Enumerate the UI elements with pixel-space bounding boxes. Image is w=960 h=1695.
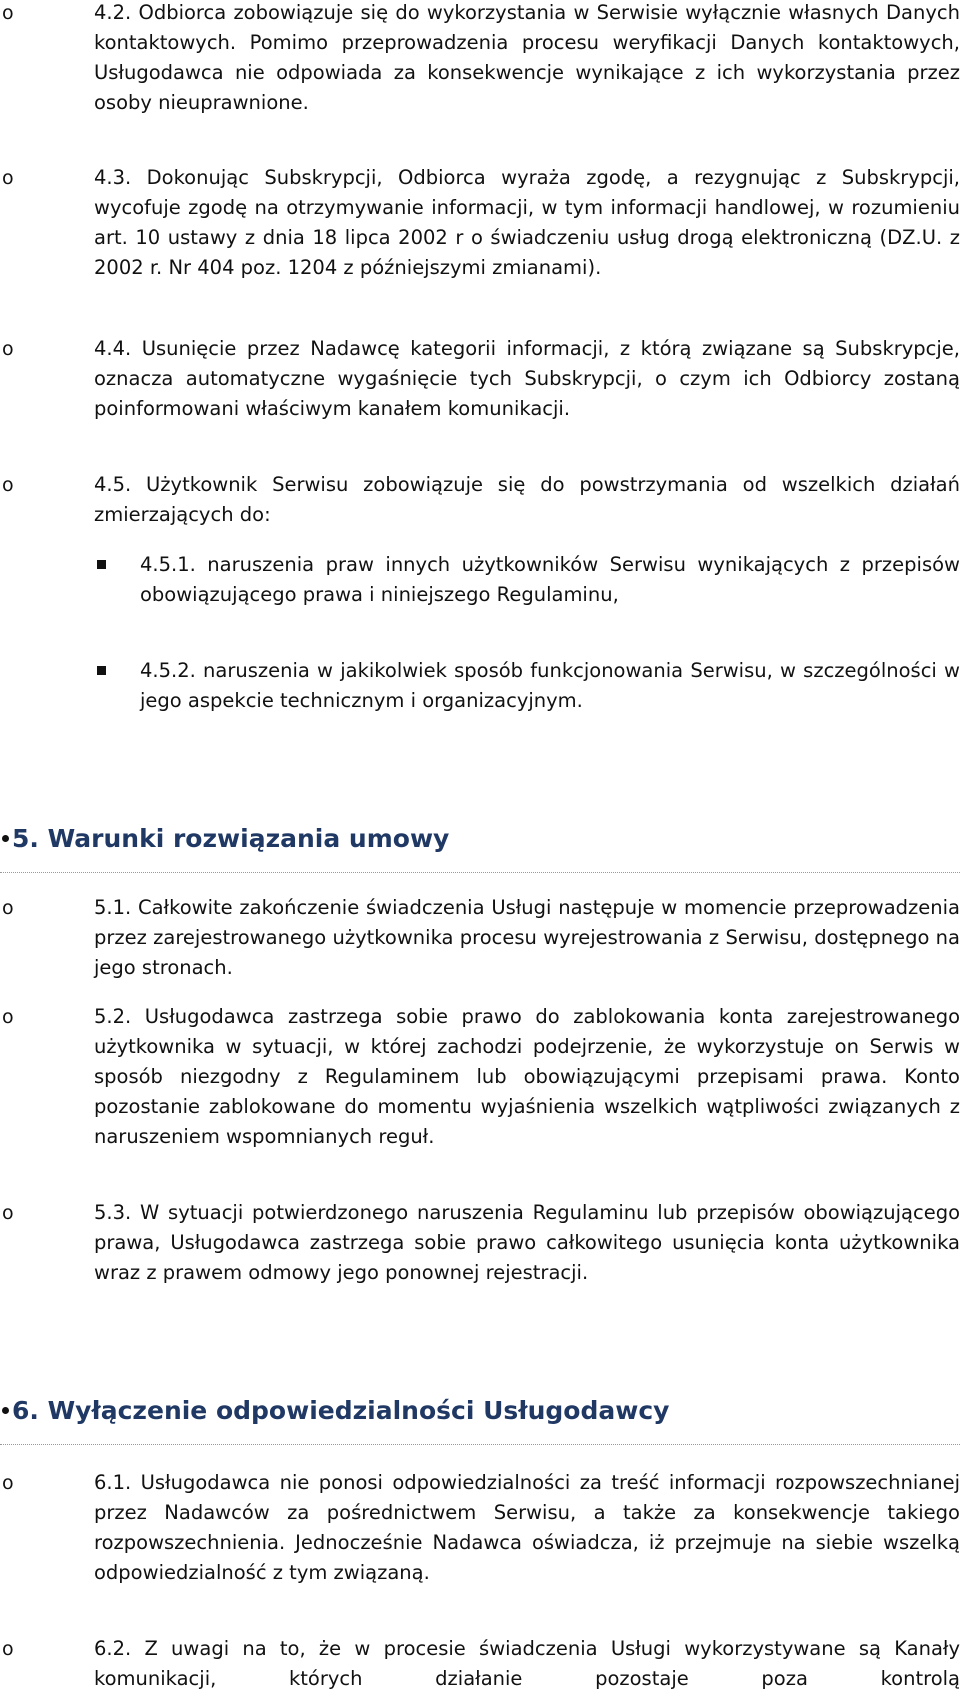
paragraph-4-5-1: 4.5.1. naruszenia praw innych użytkowników Serwisu wynikających z przepisów obowiązującego prawa i niniejszego Regulaminu, <box>140 553 960 606</box>
section-heading-5 <box>0 822 960 856</box>
list-bullet: o <box>2 897 14 919</box>
section-heading-6 <box>0 1394 960 1428</box>
paragraph-4-3: 4.3. Dokonując Subskrypcji, Odbiorca wyraża zgodę, a rezygnując z Subskrypcji, wycofuje zgodę na otrzymywanie informacji, w tym informacji handlowej, w rozumieniu art. 10 ustawy z dnia 18 lipca 2002 r o świadczeniu usług drogą elektroniczną (DZ.U. z 2002 r. Nr 404 poz. 1204 z późniejszymi zmianami). <box>94 166 960 279</box>
list-bullet: o <box>2 167 14 189</box>
list-bullet: o <box>2 1006 14 1028</box>
paragraph-4-5: 4.5. Użytkownik Serwisu zobowiązuje się do powstrzymania od wszelkich działań zmierzających do: <box>94 473 960 526</box>
paragraph-5-2: 5.2. Usługodawca zastrzega sobie prawo do zablokowania konta zarejestrowanego użytkownika w sytuacji, w której zachodzi podejrzenie, że wykorzystuje on Serwis w sposób niezgodny z Regulaminem lub obowiązującymi przepisami prawa. Konto pozostanie zablokowane do momentu wyjaśnienia wszelkich wątpliwości związanych z naruszeniem wspomnianych reguł. <box>94 1005 960 1148</box>
paragraph-6-1: 6.1. Usługodawca nie ponosi odpowiedzialności za treść informacji rozpowszechnianej przez Nadawców za pośrednictwem Serwisu, a także za konsekwencje takiego rozpowszechnienia. Jednocześnie Nadawca oświadcza, iż przejmuje na siebie wszelką odpowiedzialność z tym związaną. <box>94 1471 960 1584</box>
section-divider <box>0 872 960 873</box>
list-bullet: o <box>2 1638 14 1660</box>
square-bullet-icon <box>97 560 106 569</box>
paragraph-4-2: 4.2. Odbiorca zobowiązuje się do wykorzystania w Serwisie wyłącznie własnych Danych kontaktowych. Pomimo przeprowadzenia procesu weryfikacji Danych kontaktowych, Usługodawca nie odpowiada za konsekwencje wynikające z ich wykorzystania przez osoby nieuprawnione. <box>94 1 960 114</box>
paragraph-5-1: 5.1. Całkowite zakończenie świadczenia Usługi następuje w momencie przeprowadzenia przez zarejestrowanego użytkownika procesu wyrejestrowania z Serwisu, dostępnego na jego stronach. <box>94 896 960 979</box>
heading-bullet-icon <box>2 1407 9 1414</box>
list-bullet: o <box>2 474 14 496</box>
square-bullet-icon <box>97 666 106 675</box>
list-bullet: o <box>2 1202 14 1224</box>
paragraph-5-3: 5.3. W sytuacji potwierdzonego naruszenia Regulaminu lub przepisów obowiązującego prawa, Usługodawca zastrzega sobie prawo całkowitego usunięcia konta użytkownika wraz z prawem odmowy jego ponownej rejestracji. <box>94 1201 960 1284</box>
heading-bullet-icon <box>2 835 9 842</box>
section-divider <box>0 1444 960 1445</box>
list-bullet: o <box>2 1472 14 1494</box>
paragraph-4-5-2: 4.5.2. naruszenia w jakikolwiek sposób funkcjonowania Serwisu, w szczególności w jego aspekcie technicznym i organizacyjnym. <box>140 659 960 712</box>
paragraph-4-4: 4.4. Usunięcie przez Nadawcę kategorii informacji, z którą związane są Subskrypcje, oznacza automatyczne wygaśnięcie tych Subskrypcji, o czym ich Odbiorcy zostaną poinformowani właściwym kanałem komunikacji. <box>94 337 960 420</box>
paragraph-6-2: 6.2. Z uwagi na to, że w procesie świadczenia Usługi wykorzystywane są Kanały komunikacji, których działanie pozostaje poza kontrolą <box>94 1637 960 1690</box>
section-heading-6-text: 6. Wyłączenie odpowiedzialności Usługodawcy <box>12 1396 670 1425</box>
list-bullet: o <box>2 2 14 24</box>
list-bullet: o <box>2 338 14 360</box>
section-heading-5-text: 5. Warunki rozwiązania umowy <box>12 824 450 853</box>
